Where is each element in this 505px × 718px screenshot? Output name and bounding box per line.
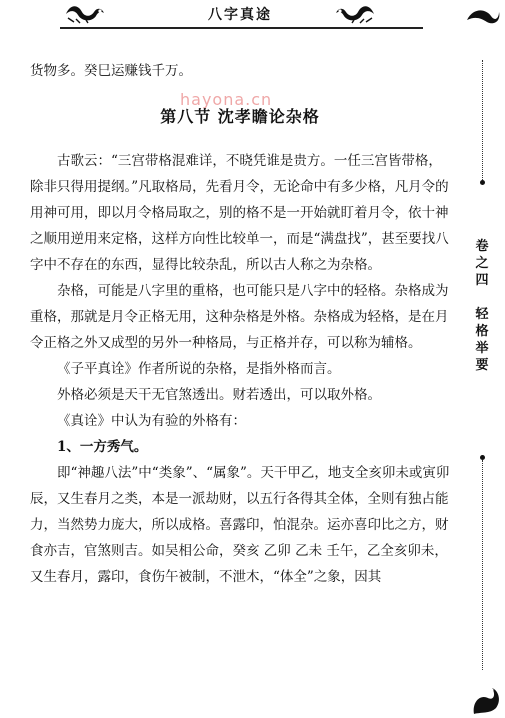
running-title: 八字真途	[208, 7, 272, 23]
page-body	[30, 58, 450, 590]
margin-rule	[482, 60, 483, 180]
corner-ornament-icon	[465, 6, 501, 28]
paragraph: 《真诠》中认为有验的外格有：	[57, 413, 246, 429]
section-title: 第八节 沈孝瞻论杂格	[160, 107, 320, 126]
watermark: hayona.cn	[180, 90, 273, 109]
chapter-side-label: 卷 之 四 轻 格 举 要	[475, 239, 489, 373]
paragraph: 古歌云：“三宫带格混难详，不晓凭谁是贵方。一任三宫皆带格，除非只得用提纲。”凡取格局，先看月令，无论命中有多少格，凡月令的用神可用，即以月令格局取之，别的格不是一开始就盯着月令，依十神之顺用逆用来定格，这样方向性比较单一，而是“满盘找”，甚至要找八字中不存在的东西，显得比较杂乱，所以古人称之为杂格。	[30, 153, 449, 273]
subheading: 1、一方秀气。	[57, 439, 148, 455]
header-rule	[60, 27, 423, 29]
paragraph: 外格必须是天干无官煞透出。财若透出，可以取外格。	[57, 387, 381, 403]
paragraph: 即“神趣八法”中“类象”、“属象”。天干甲乙，地支全亥卯未或寅卯辰，又生春月之类，本是一派劫财，以五行各得其全体，全则有独占能力，当然势力庞大，所以成格。喜露印，怕混杂。运亦喜印比之方，财食亦吉，官煞则吉。如吴相公命，癸亥 乙卯 乙未 壬午，乙全亥卯未，又生春月，露印，食伤午被制，不泄木，“体全”之象，因其	[30, 465, 450, 585]
margin-rule	[482, 460, 483, 670]
continued-line: 货物多。癸巳运赚钱千万。	[30, 63, 192, 79]
paragraph: 《子平真诠》作者所说的杂格，是指外格而言。	[57, 361, 341, 377]
dragon-ornament-icon	[64, 2, 106, 24]
dragon-ornament-icon	[334, 2, 376, 24]
paragraph: 杂格，可能是八字里的重格，也可能只是八字中的轻格。杂格成为重格，那就是月令正格无用，这种杂格是外格。杂格成为轻格，是在月令正格之外又成型的另外一种格局，与正格并存，可以称为辅格。	[30, 283, 449, 351]
margin-dot	[480, 180, 485, 185]
corner-ornament-icon	[470, 676, 502, 716]
